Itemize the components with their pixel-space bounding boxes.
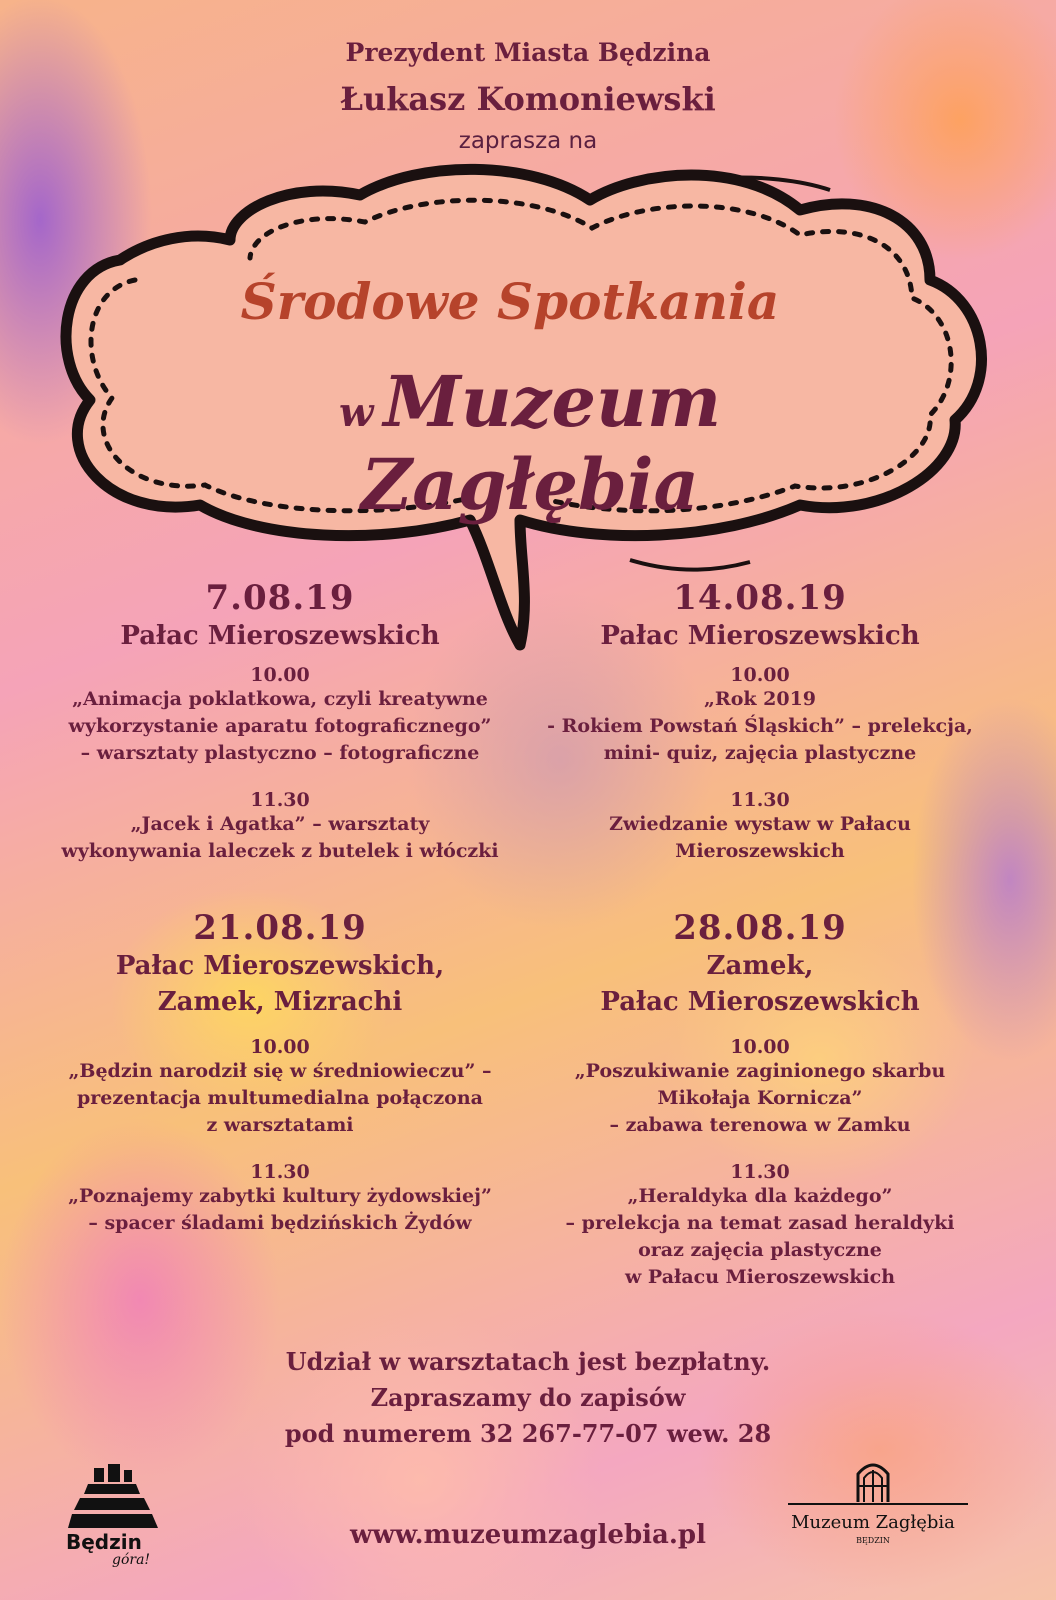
session-desc: „Poszukiwanie zaginionego skarbu bbox=[574, 1060, 946, 1082]
muzeum-logo-city: BĘDZIN bbox=[856, 1536, 890, 1545]
session-desc: wykorzystanie aparatu fotograficznego” bbox=[68, 715, 492, 737]
bedzin-logo bbox=[66, 1462, 176, 1572]
session-desc: – prelekcja na temat zasad heraldyki bbox=[565, 1212, 955, 1234]
session-desc: – spacer śladami będzińskich Żydów bbox=[88, 1212, 472, 1234]
muzeum-logo bbox=[778, 1460, 1008, 1590]
footer-free-note: Udział w warsztatach jest bezpłatny. bbox=[285, 1347, 771, 1376]
session-desc: Zwiedzanie wystaw w Pałacu bbox=[609, 813, 911, 835]
footer-note bbox=[0, 1344, 1056, 1452]
footer-signup-note: Zapraszamy do zapisów bbox=[370, 1383, 686, 1412]
session-desc: prezentacja multumedialna połączona bbox=[77, 1087, 483, 1109]
event-place: Pałac Mieroszewskich bbox=[120, 621, 440, 651]
invitation-text: zaprasza na bbox=[458, 128, 598, 154]
session-desc: – zabawa terenowa w Zamku bbox=[609, 1114, 911, 1136]
session-desc: wykonywania laleczek z butelek i włóczki bbox=[61, 840, 499, 862]
session-time: 10.00 bbox=[730, 664, 790, 686]
session-desc: „Animacja poklatkowa, czyli kreatywne bbox=[72, 688, 488, 710]
session-desc: „Jacek i Agatka” – warsztaty bbox=[130, 813, 430, 835]
bubble-title-line1: Środowe Spotkania bbox=[240, 272, 780, 331]
event-date: 21.08.19 bbox=[193, 908, 367, 948]
session-desc: mini- quiz, zajęcia plastyczne bbox=[603, 742, 917, 764]
bedzin-logo-tagline: góra! bbox=[112, 1552, 151, 1568]
session-time: 11.30 bbox=[250, 1161, 310, 1183]
session-desc: „Będzin narodził się w średniowieczu” – bbox=[68, 1060, 492, 1082]
bedzin-logo-name: Będzin bbox=[66, 1530, 142, 1554]
session-desc: - Rokiem Powstań Śląskich” – prelekcja, bbox=[547, 715, 973, 737]
session-time: 10.00 bbox=[250, 1036, 310, 1058]
session-desc: Mikołaja Kornicza” bbox=[657, 1087, 863, 1109]
session-desc: w Pałacu Mieroszewskich bbox=[624, 1266, 896, 1288]
session-desc: „Rok 2019 bbox=[703, 688, 817, 710]
session-time: 10.00 bbox=[250, 664, 310, 686]
session-desc: Mieroszewskich bbox=[675, 840, 845, 862]
event-date: 28.08.19 bbox=[673, 908, 847, 948]
session-time: 11.30 bbox=[730, 1161, 790, 1183]
event-date: 14.08.19 bbox=[673, 578, 847, 618]
bubble-title-museum: Muzeum Zagłębia bbox=[361, 360, 722, 526]
session-time: 10.00 bbox=[730, 1036, 790, 1058]
footer-phone: pod numerem 32 267-77-07 wew. 28 bbox=[284, 1419, 772, 1448]
session-desc: z warsztatami bbox=[206, 1114, 354, 1136]
session-desc: „Poznajemy zabytki kultury żydowskiej” bbox=[68, 1185, 492, 1207]
muzeum-logo-name: Muzeum Zagłębia bbox=[791, 1512, 955, 1533]
session-desc: oraz zajęcia plastyczne bbox=[638, 1239, 882, 1261]
event-place: Pałac Mieroszewskich, bbox=[115, 951, 445, 981]
event-card bbox=[510, 908, 1010, 1291]
event-date: 7.08.19 bbox=[205, 578, 355, 618]
event-card bbox=[30, 578, 530, 865]
session-desc: „Heraldyka dla każdego” bbox=[627, 1185, 893, 1207]
session-desc: – warsztaty plastyczno – fotograficzne bbox=[80, 742, 480, 764]
event-place: Pałac Mieroszewskich bbox=[600, 621, 920, 651]
website-link[interactable]: www.muzeumzaglebia.pl bbox=[350, 1520, 706, 1550]
event-place: Zamek, Mizrachi bbox=[157, 987, 403, 1017]
session-time: 11.30 bbox=[250, 789, 310, 811]
organizer-name: Łukasz Komoniewski bbox=[340, 80, 716, 118]
event-card bbox=[510, 578, 1010, 865]
event-place: Zamek, bbox=[706, 951, 814, 981]
bubble-title-prefix: w bbox=[338, 389, 374, 436]
bubble-title-line2 bbox=[160, 360, 900, 526]
event-place: Pałac Mieroszewskich bbox=[600, 987, 920, 1017]
session-time: 11.30 bbox=[730, 789, 790, 811]
organizer-title: Prezydent Miasta Będzina bbox=[345, 38, 711, 67]
event-card bbox=[30, 908, 530, 1237]
